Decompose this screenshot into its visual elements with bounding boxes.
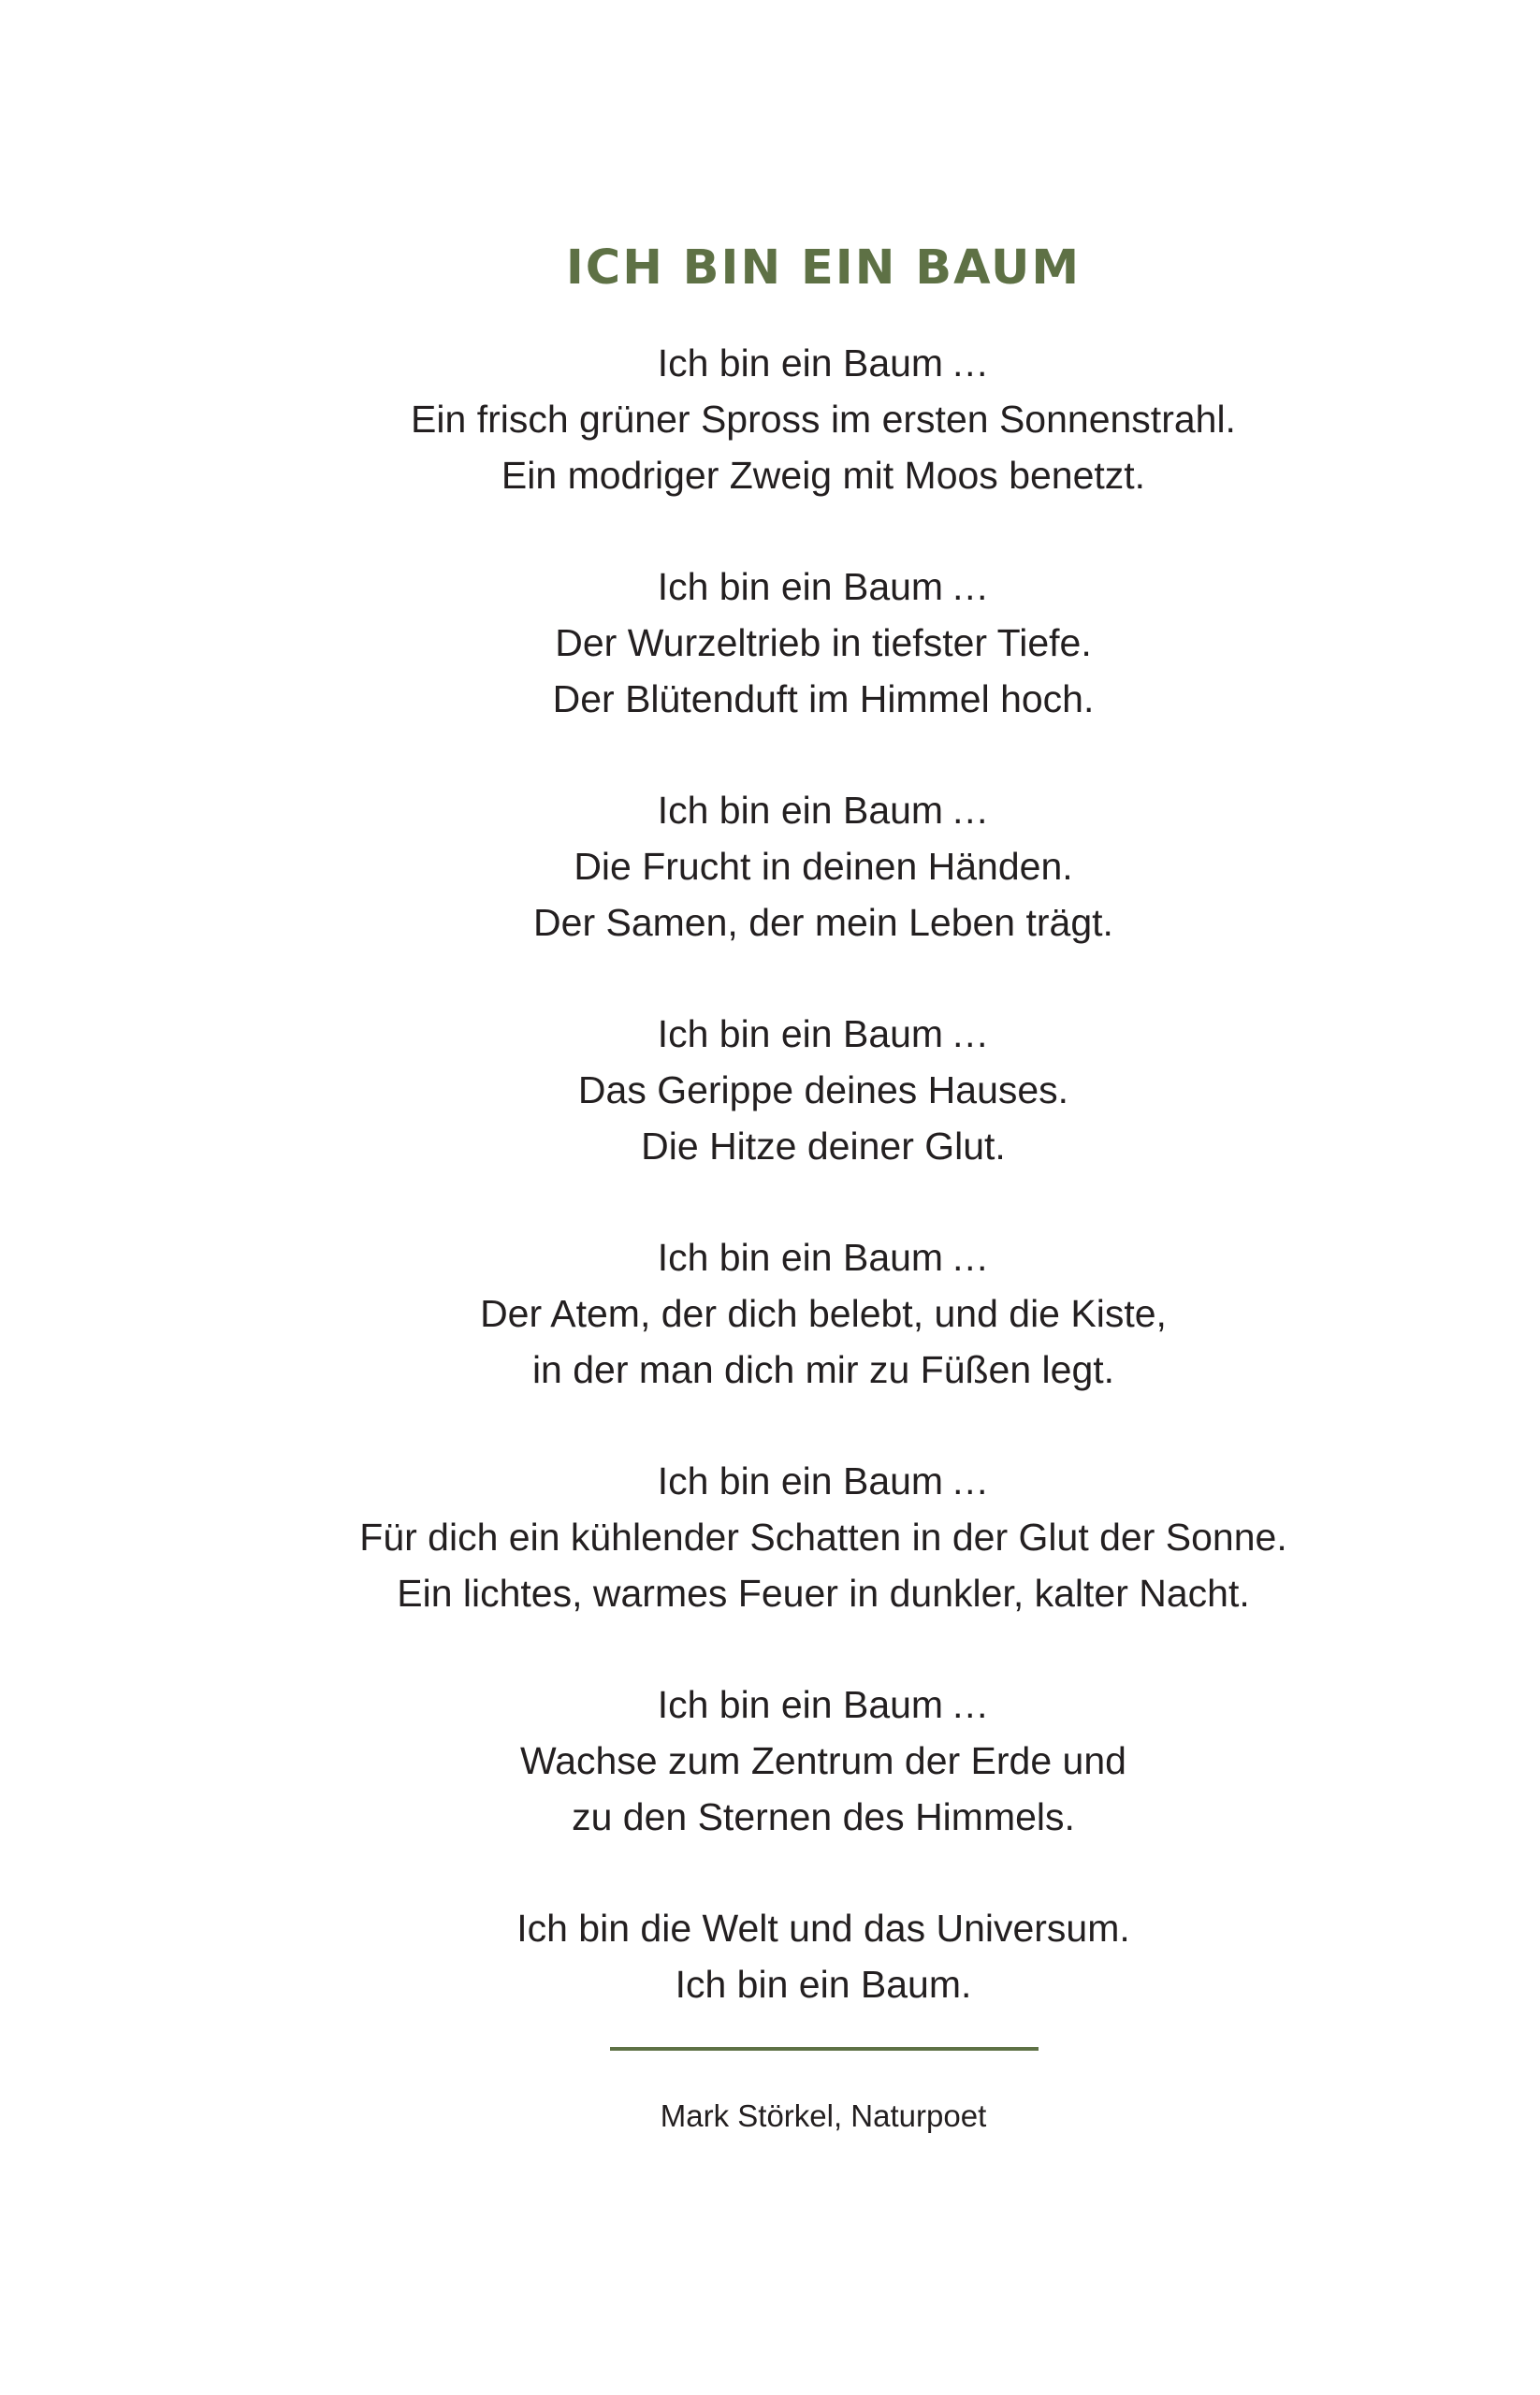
poem-line: Ich bin ein Baum … <box>657 789 990 832</box>
poem-line: Ich bin ein Baum. <box>675 1963 972 2006</box>
poem-line: Ich bin ein Baum … <box>657 1459 990 1502</box>
poem-line: Für dich ein kühlender Schatten in der Glut der Sonne. <box>359 1516 1287 1559</box>
poem-line: Ein modriger Zweig mit Moos benetzt. <box>501 454 1146 497</box>
stanza <box>0 335 1540 503</box>
stanza <box>0 782 1540 951</box>
poem-line: Ich bin die Welt und das Universum. <box>516 1907 1130 1950</box>
poem-line: Ich bin ein Baum … <box>657 1012 990 1055</box>
stanza <box>0 1453 1540 1621</box>
poem-line: Der Atem, der dich belebt, und die Kiste, <box>480 1292 1167 1335</box>
poem-line: Ein lichtes, warmes Feuer in dunkler, kalter Nacht. <box>397 1572 1250 1615</box>
poem-line: zu den Sternen des Himmels. <box>572 1795 1075 1838</box>
poem-line: Der Samen, der mein Leben trägt. <box>533 901 1113 944</box>
stanza <box>0 1676 1540 1845</box>
poem-title: ICH BIN EIN BAUM <box>565 240 1082 296</box>
poem-line: Das Gerippe deines Hauses. <box>577 1068 1069 1111</box>
poem-line: Der Wurzeltrieb in tiefster Tiefe. <box>555 621 1092 664</box>
poem-line: Der Blütenduft im Himmel hoch. <box>552 677 1095 720</box>
poem-line: in der man dich mir zu Füßen legt. <box>531 1348 1115 1391</box>
poem-line: Ich bin ein Baum … <box>657 341 990 385</box>
divider-rule <box>610 2047 1039 2051</box>
author-attribution: Mark Störkel, Naturpoet <box>660 2098 987 2133</box>
poem-body <box>0 335 1540 2068</box>
stanza <box>0 1900 1540 2012</box>
poem-line: Ich bin ein Baum … <box>657 1236 990 1279</box>
poem-line: Wachse zum Zentrum der Erde und <box>520 1739 1126 1782</box>
stanza <box>0 1229 1540 1398</box>
poem-line: Ich bin ein Baum … <box>657 565 990 608</box>
stanza <box>0 1006 1540 1174</box>
poem-line: Ich bin ein Baum … <box>657 1683 990 1726</box>
poem-line: Ein frisch grüner Spross im ersten Sonnenstrahl. <box>411 398 1236 441</box>
poem-line: Die Hitze deiner Glut. <box>641 1125 1006 1168</box>
poem-line: Die Frucht in deinen Händen. <box>574 845 1073 888</box>
stanza <box>0 559 1540 727</box>
